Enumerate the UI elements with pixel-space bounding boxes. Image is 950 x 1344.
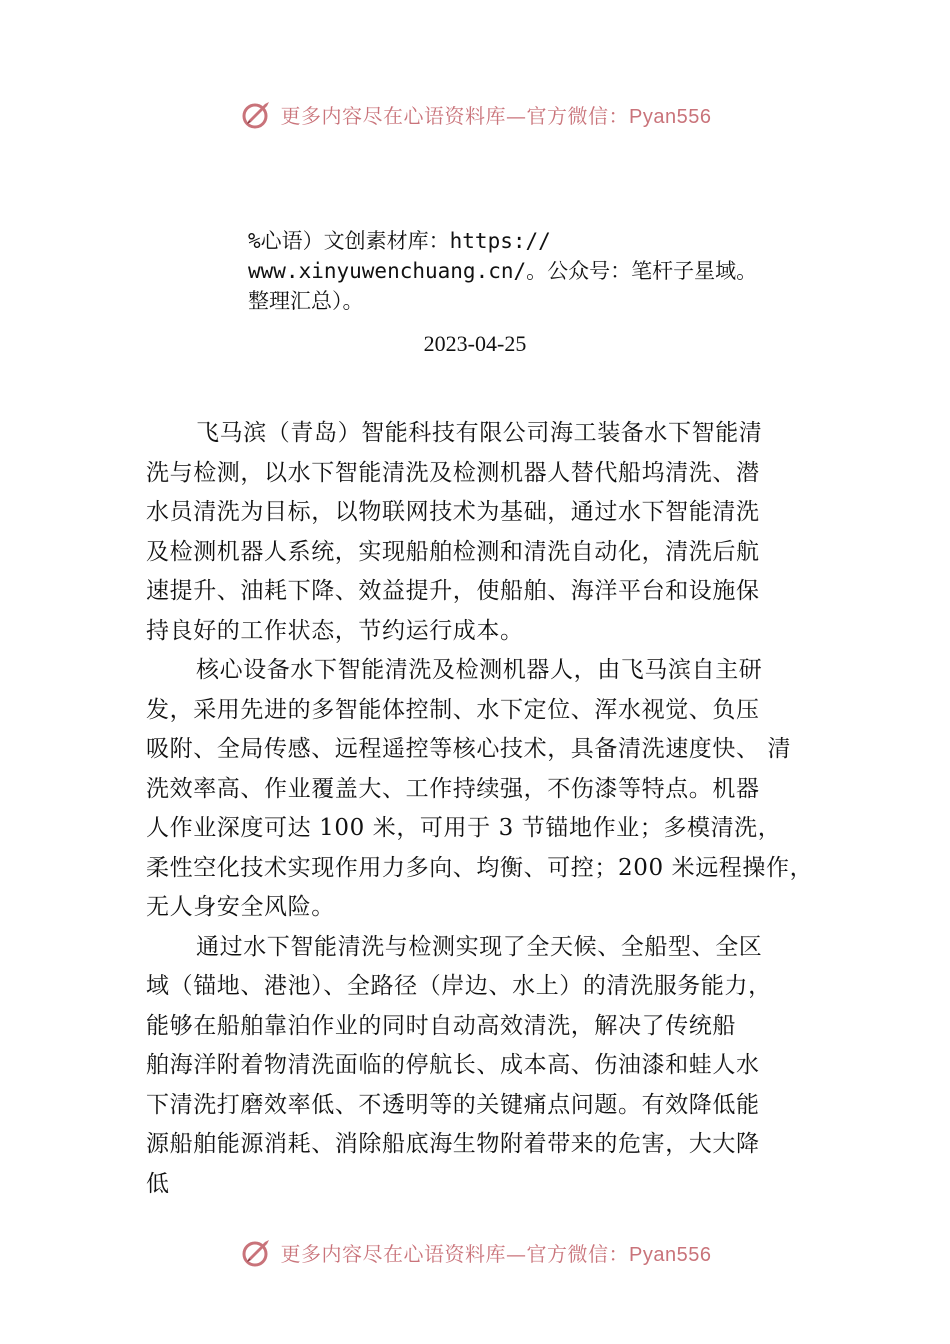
- brush-logo-icon: [239, 1234, 275, 1270]
- paragraph-line: 洗与检测，以水下智能清洗及检测机器人替代船坞清洗、潜: [146, 459, 760, 486]
- header-banner: [0, 94, 950, 134]
- intro-line: 整理汇总）。: [248, 289, 364, 313]
- intro-text: [248, 226, 848, 316]
- paragraph-line: 域（锚地、港池）、全路径（岸边、水上）的清洗服务能力，: [146, 973, 772, 999]
- paragraph-line: 洗效率高、作业覆盖大、工作持续强，不伤漆等特点。机器: [146, 775, 760, 802]
- paragraph-line: 吸附、全局传感、远程遥控等核心技术，具备清洗速度快、 清: [146, 736, 792, 762]
- paragraph-line: 源船舶能源消耗、消除船底海生物附着带来的危害，大大降: [146, 1131, 760, 1157]
- paragraph-line: 速提升、油耗下降、效益提升，使船舶、海洋平台和设施保: [146, 578, 760, 604]
- paragraph-line: 无人身安全风险。: [146, 894, 335, 920]
- paragraph-line: 及检测机器人系统，实现船舶检测和清洗自动化，清洗后航: [146, 538, 760, 565]
- paragraph-line: 低: [146, 1170, 170, 1197]
- brush-logo-icon: [239, 96, 275, 132]
- paragraph-line: 水员清洗为目标，以物联网技术为基础，通过水下智能清洗: [146, 499, 760, 525]
- intro-line: %心语）文创素材库：https://: [248, 229, 551, 253]
- banner-text: 更多内容尽在心语资料库—官方微信：Pyan556: [280, 1241, 712, 1266]
- paragraph-line: 能够在船舶靠泊作业的同时自动高效清洗，解决了传统船: [146, 1012, 736, 1039]
- document-date: 2023-04-25: [423, 331, 527, 356]
- paragraph-line: 通过水下智能清洗与检测实现了全天候、全船型、全区: [196, 933, 763, 960]
- paragraph-line: 舶海洋附着物清洗面临的停航长、成本高、伤油漆和蛙人水: [146, 1052, 760, 1078]
- paragraph-line: 柔性空化技术实现作用力多向、均衡、可控；200 米远程操作，: [146, 854, 814, 881]
- paragraph-line: 发，采用先进的多智能体控制、水下定位、浑水视觉、负压: [146, 696, 760, 723]
- paragraph-line: 核心设备水下智能清洗及检测机器人，由飞马滨自主研: [196, 657, 763, 683]
- footer-banner: [0, 1232, 950, 1272]
- body-text: [146, 414, 814, 1204]
- intro-line: www.xinyuwenchuang.cn/。公众号：笔杆子星域。: [248, 259, 758, 283]
- paragraph-line: 人作业深度可达 100 米，可用于 3 节锚地作业；多模清洗，: [146, 815, 782, 841]
- paragraph-line: 持良好的工作状态，节约运行成本。: [146, 617, 524, 644]
- banner-text: 更多内容尽在心语资料库—官方微信：Pyan556: [280, 103, 712, 128]
- paragraph-line: 飞马滨（青岛）智能科技有限公司海工装备水下智能清: [196, 420, 763, 446]
- paragraph-line: 下清洗打磨效率低、不透明等的关键痛点问题。有效降低能: [146, 1091, 760, 1118]
